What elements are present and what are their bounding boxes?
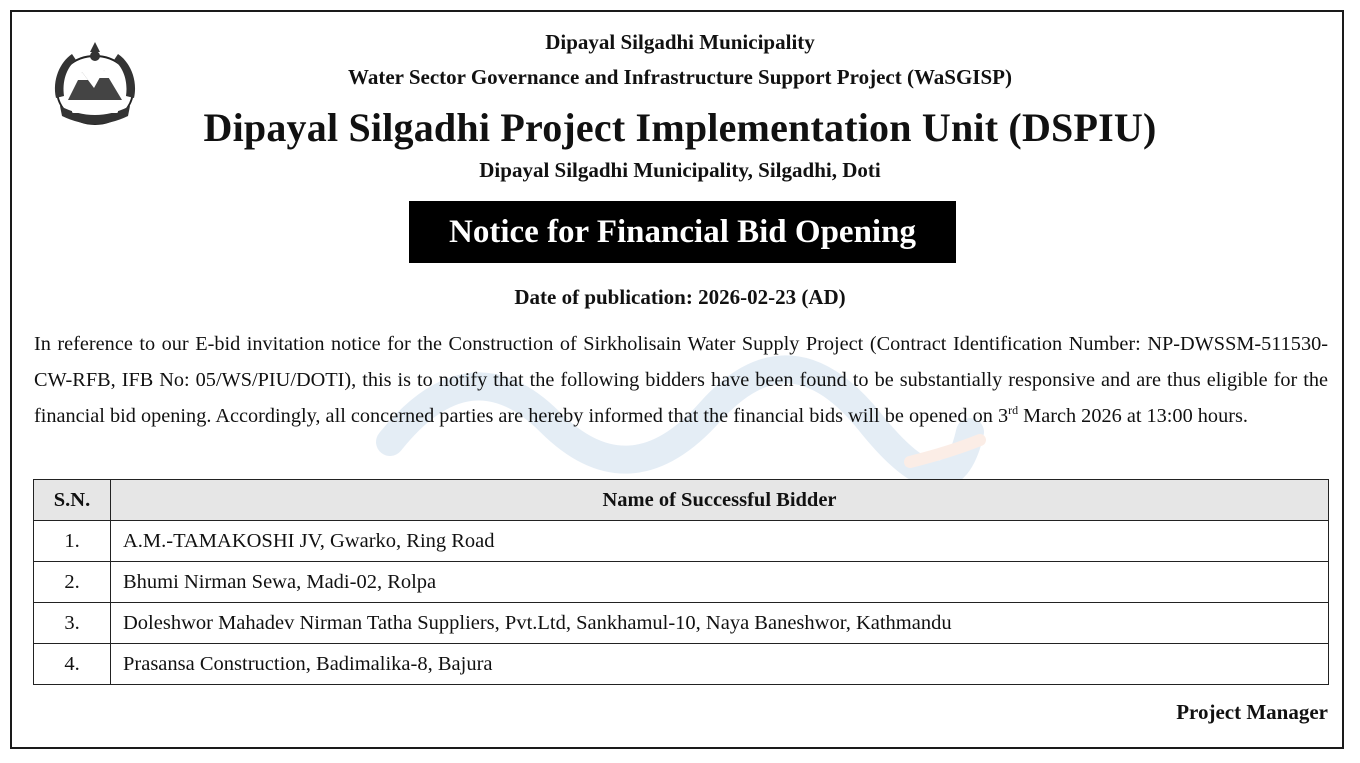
table-row: [34, 644, 1329, 685]
row-sn: 2.: [34, 562, 111, 603]
row-bidder-name: A.M.-TAMAKOSHI JV, Gwarko, Ring Road: [111, 521, 1329, 562]
row-bidder-name: Bhumi Nirman Sewa, Madi-02, Rolpa: [111, 562, 1329, 603]
header-sn: S.N.: [34, 480, 111, 521]
notice-title-banner: [409, 201, 956, 263]
notice-body-text: In reference to our E-bid invitation notice for the Construction of Sirkholisain Water Supply Project (Contract Identification Number: NP-DWSSM-511530-CW-RFB, IFB No: 05/WS/PIU/DOTI), this is to notify that the following bidders have been found to be substantially responsive and are thus eligible for the financial bid opening. Accordingly, all concerned parties are hereby informed that the financial bids will be opened on 3: [34, 333, 1328, 427]
project-name: Water Sector Governance and Infrastructure Support Project (WaSGISP): [348, 65, 1012, 89]
row-sn: 1.: [34, 521, 111, 562]
table-row: [34, 562, 1329, 603]
municipality-name: Dipayal Silgadhi Municipality: [545, 30, 815, 54]
notice-body-text-end: March 2026 at 13:00 hours.: [1018, 405, 1248, 427]
notice-title: Notice for Financial Bid Opening: [449, 213, 916, 250]
signatory: Project Manager: [1176, 700, 1328, 724]
unit-title: Dipayal Silgadhi Project Implementation Unit (DSPIU): [203, 105, 1157, 150]
row-sn: 4.: [34, 644, 111, 685]
table-header-row: [34, 480, 1329, 521]
table-row: [34, 603, 1329, 644]
table-row: [34, 521, 1329, 562]
row-bidder-name: Prasansa Construction, Badimalika-8, Bajura: [111, 644, 1329, 685]
row-sn: 3.: [34, 603, 111, 644]
publication-date: Date of publication: 2026-02-23 (AD): [514, 285, 846, 309]
unit-address: Dipayal Silgadhi Municipality, Silgadhi, Doti: [479, 158, 881, 182]
bidders-table: [33, 479, 1329, 685]
header-bidder-name: Name of Successful Bidder: [111, 480, 1329, 521]
notice-body: [34, 326, 1328, 434]
ordinal-suffix: rd: [1008, 403, 1019, 418]
row-bidder-name: Doleshwor Mahadev Nirman Tatha Suppliers, Pvt.Ltd, Sankhamul-10, Naya Baneshwor, Kathmandu: [111, 603, 1329, 644]
